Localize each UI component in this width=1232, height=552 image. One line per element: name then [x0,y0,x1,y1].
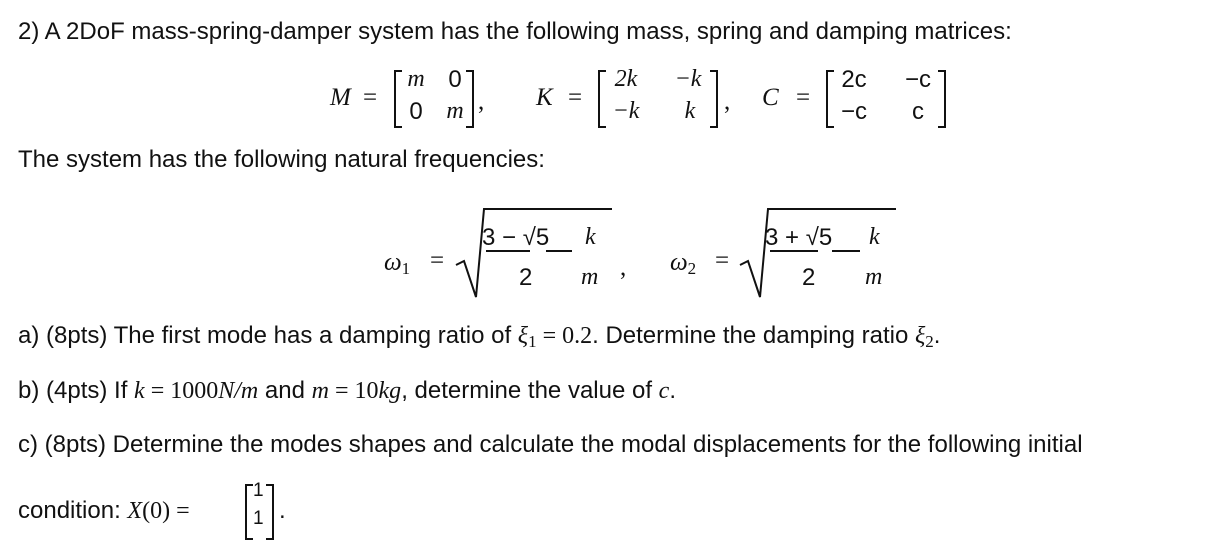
question-a-mid: . Determine the damping ratio [592,322,915,349]
matrix-k-r1c1: 2k [614,66,638,92]
matrix-c-left-bracket [826,70,834,128]
matrix-m-r2c1: 0 [409,98,423,125]
xi-1: $\xi_1$ [517,323,537,351]
x-argument: (0) [142,498,171,524]
k-value: = 1000 [144,378,219,404]
omega-1-symbol: $\omega_1$ [384,249,411,278]
matrix-c-label: C [762,84,779,111]
comma: , [724,88,731,115]
vector-top-entry: 1 [253,480,264,501]
question-b: b) (4pts) If k = 1000N/m and m = 10kg, determine the value of c. [18,377,676,404]
matrix-k-r2c2: k [684,98,696,124]
c-variable: c [658,378,670,404]
xi-1-value: = 0.2 [536,323,593,349]
period: . [279,497,286,524]
question-b-mid: , determine the value of [401,377,659,404]
m-unit: kg [378,378,402,404]
comma: , [620,254,627,281]
matrix-m-r1c1: m [407,66,425,92]
matrix-c-right-bracket [938,70,946,128]
matrix-m-label: M [330,84,351,111]
omega-2-numerator: 3 + √5 [765,224,833,251]
matrix-k-right-bracket [710,70,718,128]
matrix-k-r1c2: −k [674,66,702,92]
question-b-prefix: b) (4pts) If [18,377,135,404]
equals-sign: = [363,84,378,111]
vector-right-bracket [266,484,274,540]
matrix-c-r2c2: c [912,98,924,125]
matrix-c-r2c1: −c [840,98,867,125]
omega-2-symbol: $\omega_2$ [670,249,697,278]
matrix-k-label: K [536,84,553,111]
matrix-m-r1c2: 0 [448,66,462,93]
question-c-condition: condition: [18,497,128,524]
k-unit: N/m [218,378,259,404]
x-variable: X [127,498,143,524]
matrix-c-r1c2: −c [904,66,931,93]
matrix-k-r2c1: −k [612,98,640,124]
question-a: a) (8pts) The first mode has a damping ratio of $\xi_1 = 0.2$. Determine the damping ratio $\xi_2$. [18,322,941,351]
matrix-m-right-bracket [466,70,474,128]
matrix-k-left-bracket [598,70,606,128]
equals-sign: = [568,84,583,111]
vector-bottom-entry: 1 [253,508,264,529]
vector-left-bracket [245,484,253,540]
question-c-line-1: c) (8pts) Determine the modes shapes and calculate the modal displacements for the following initial [18,431,1083,458]
matrix-m-r2c2: m [446,98,464,124]
xi-2: $\xi_2$ [914,323,934,351]
comma: , [478,88,485,115]
question-a-prefix: a) (8pts) The first mode has a damping ratio of [18,322,518,349]
natural-frequencies-intro: The system has the following natural frequencies: [18,146,545,173]
equals-sign: = [170,498,190,524]
m-variable: m [311,378,329,404]
omega-1-m: m [581,264,599,290]
k-variable: k [134,378,145,404]
equals-sign: = [796,84,811,111]
m-value: = 10 [328,378,379,404]
question-c-line-2 [18,497,190,525]
omega-1-numerator: 3 − √5 [482,224,550,251]
equals-sign: = [430,247,445,274]
omega-1-k: k [585,224,596,250]
problem-header: 2) A 2DoF mass-spring-damper system has the following mass, spring and damping matrices: [18,18,1012,45]
matrix-m-left-bracket [394,70,402,128]
omega-2-k: k [869,224,880,250]
equals-sign: = [715,247,730,274]
omega-2-denominator: 2 [802,264,816,291]
matrix-c-r1c1: 2c [841,66,867,93]
omega-1-denominator: 2 [519,264,533,291]
omega-2-m: m [865,264,883,290]
